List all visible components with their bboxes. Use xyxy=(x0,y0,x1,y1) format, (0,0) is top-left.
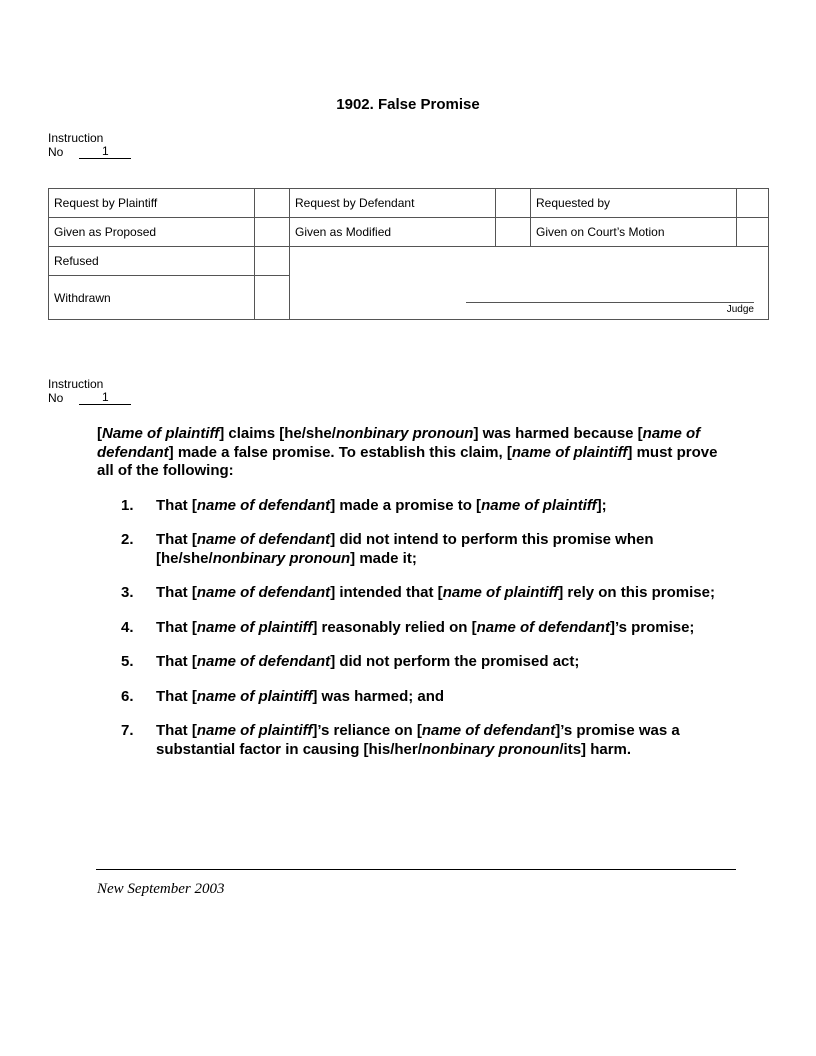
placeholder-text: name of plaintiff xyxy=(511,443,628,461)
text-run: ] did not intend to perform this promise when [he/she/ xyxy=(156,531,654,567)
text-run: ] reasonably relied on [ xyxy=(312,618,477,636)
requested-by-box[interactable] xyxy=(737,189,769,218)
placeholder-text: name of plaintiff xyxy=(196,618,313,636)
element-text xyxy=(156,653,579,670)
element-item xyxy=(97,531,737,568)
instruction-no-label: No xyxy=(48,145,64,159)
element-text xyxy=(156,688,444,705)
refused-label: Refused xyxy=(49,247,255,276)
request-table xyxy=(48,188,769,320)
text-run: ] must prove all of the following: xyxy=(97,443,718,479)
given-as-proposed-box[interactable] xyxy=(255,218,290,247)
text-run: ] claims [he/she/ xyxy=(219,425,336,442)
placeholder-text: name of plaintiff xyxy=(196,687,313,705)
request-by-defendant-box[interactable] xyxy=(496,189,531,218)
placeholder-text: name of defendant xyxy=(476,618,610,636)
judge-signature-line xyxy=(466,302,754,303)
element-text xyxy=(156,619,694,636)
text-run: ] made it; xyxy=(350,549,417,567)
text-run: ]’s promise was a substantial factor in causing [his/her/ xyxy=(156,722,680,758)
judge-label: Judge xyxy=(726,304,754,315)
text-run: ] made a false promise. To establish this claim, [ xyxy=(168,443,512,461)
text-run: [ xyxy=(97,425,102,442)
text-run: That [ xyxy=(156,618,197,636)
element-number: 2. xyxy=(121,531,134,548)
text-run: ] did not perform the promised act; xyxy=(330,653,580,670)
placeholder-text: name of plaintiff xyxy=(442,584,559,601)
element-text xyxy=(156,584,715,601)
placeholder-text: name of plaintiff xyxy=(196,722,313,739)
element-number: 5. xyxy=(121,653,134,670)
text-run: ]’s promise; xyxy=(609,618,695,636)
placeholder-text: nonbinary pronoun xyxy=(421,740,560,758)
text-run: ] was harmed; and xyxy=(312,687,445,705)
text-run: That [ xyxy=(156,722,197,739)
placeholder-text: name of defendant xyxy=(196,496,331,514)
element-item xyxy=(97,688,737,707)
intro-paragraph xyxy=(97,425,737,481)
instruction-no-value: 1 xyxy=(79,145,131,159)
given-as-proposed-label: Given as Proposed xyxy=(49,218,255,247)
judge-signature-area xyxy=(290,247,769,320)
instruction-number-block-2 xyxy=(48,377,131,405)
text-run: That [ xyxy=(156,584,197,601)
element-number: 1. xyxy=(121,496,134,514)
element-item xyxy=(97,584,737,603)
element-number: 6. xyxy=(121,687,134,705)
text-run: That [ xyxy=(156,531,197,548)
element-text xyxy=(156,531,654,567)
element-number: 3. xyxy=(121,584,134,601)
element-number: 4. xyxy=(121,618,134,636)
revision-date: New September 2003 xyxy=(97,881,225,897)
text-run: ] rely on this promise; xyxy=(558,584,715,601)
withdrawn-label: Withdrawn xyxy=(49,276,255,320)
page-title: 1902. False Promise xyxy=(336,96,480,113)
element-item xyxy=(97,722,737,759)
text-run: ] made a promise to [ xyxy=(330,496,482,514)
given-on-courts-motion-label: Given on Court’s Motion xyxy=(531,218,737,247)
placeholder-text: name of defendant xyxy=(97,425,701,461)
withdrawn-box[interactable] xyxy=(255,276,290,320)
footer-rule xyxy=(96,869,736,870)
requested-by-label: Requested by xyxy=(531,189,737,218)
element-text xyxy=(156,497,607,514)
placeholder-text: name of defendant xyxy=(196,653,331,670)
request-by-defendant-label: Request by Defendant xyxy=(290,189,496,218)
placeholder-text: name of plaintiff xyxy=(481,496,597,514)
text-run: That [ xyxy=(156,687,197,705)
placeholder-text: name of defendant xyxy=(196,531,331,548)
element-item xyxy=(97,619,737,638)
given-as-modified-box[interactable] xyxy=(496,218,531,247)
elements-list xyxy=(97,497,737,760)
placeholder-text: name of defendant xyxy=(421,722,556,739)
instruction-no-value: 1 xyxy=(79,391,131,405)
instruction-label: Instruction xyxy=(48,131,104,145)
placeholder-text: name of defendant xyxy=(196,584,331,601)
instruction-no-label: No xyxy=(48,391,64,405)
placeholder-text: Name of plaintiff xyxy=(102,425,220,442)
text-run: ] intended that [ xyxy=(330,584,443,601)
text-run: That [ xyxy=(156,653,197,670)
refused-box[interactable] xyxy=(255,247,290,276)
instruction-number-block xyxy=(48,131,131,159)
text-run: That [ xyxy=(156,496,197,514)
element-text xyxy=(156,722,680,758)
element-number: 7. xyxy=(121,722,134,739)
placeholder-text: nonbinary pronoun xyxy=(212,549,351,567)
instruction-body xyxy=(97,425,737,759)
element-item xyxy=(97,497,737,516)
text-run: ] was harmed because [ xyxy=(473,425,643,442)
element-item xyxy=(97,653,737,672)
given-on-courts-motion-box[interactable] xyxy=(737,218,769,247)
request-by-plaintiff-box[interactable] xyxy=(255,189,290,218)
text-run: ]’s reliance on [ xyxy=(312,722,422,739)
text-run: /its] harm. xyxy=(559,740,632,758)
text-run: ]; xyxy=(596,496,607,514)
instruction-label: Instruction xyxy=(48,377,104,391)
request-by-plaintiff-label: Request by Plaintiff xyxy=(49,189,255,218)
placeholder-text: nonbinary pronoun xyxy=(335,425,474,442)
given-as-modified-label: Given as Modified xyxy=(290,218,496,247)
